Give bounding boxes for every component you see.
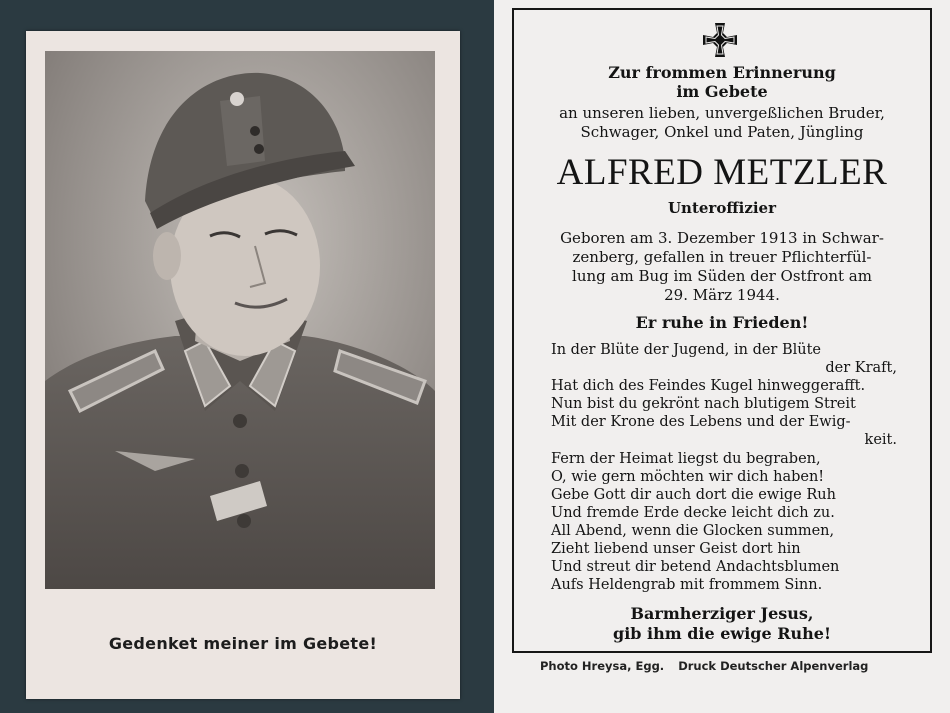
heading-line-2: im Gebete: [676, 82, 768, 101]
poem-line: Und fremde Erde decke leicht dich zu.: [551, 505, 835, 521]
poem-line: O, wie gern möchten wir dich haben!: [551, 469, 825, 485]
poem-line: Aufs Heldengrab mit frommem Sinn.: [551, 577, 823, 593]
closing-line-1: Barmherziger Jesus,: [630, 604, 814, 623]
poem-line: Mit der Krone des Lebens und der Ewig-: [551, 414, 851, 430]
poem-line: der Kraft,: [825, 360, 897, 376]
poem-line: In der Blüte der Jugend, in der Blüte: [551, 342, 822, 358]
heading-line-1: Zur frommen Erinnerung: [608, 63, 836, 82]
poem-line: keit.: [864, 432, 897, 448]
soldier-portrait-photo: [45, 51, 435, 589]
life-line: 29. März 1944.: [664, 286, 780, 304]
life-line: zenberg, gefallen in treuer Pflichterfül-: [572, 248, 872, 266]
poem-line: All Abend, wenn die Glocken summen,: [551, 523, 835, 539]
poem-stanza-1: [551, 341, 897, 449]
iron-cross-icon: [702, 22, 738, 58]
poem-stanza-2: [551, 450, 897, 594]
closing-line-2: gib ihm die ewige Ruhe!: [613, 624, 831, 643]
print-credit: [540, 659, 920, 673]
rank: Unteroffizier: [667, 199, 777, 217]
deceased-name: ALFRED METZLER: [556, 152, 888, 193]
heading: [518, 63, 926, 101]
printer-credit: Druck Deutscher Alpenverlag: [678, 659, 869, 673]
intro-line-1: an unseren lieben, unvergeßlichen Bruder,: [559, 104, 885, 122]
prayer-caption: Gedenket meiner im Gebete!: [108, 634, 378, 653]
intro-line-2: Schwager, Onkel und Paten, Jüngling: [580, 123, 864, 141]
intro: [518, 104, 926, 142]
poem-line: Gebe Gott dir auch dort die ewige Ruh: [551, 487, 836, 503]
life-details: [518, 229, 926, 305]
rest-in-peace: Er ruhe in Frieden!: [635, 313, 809, 332]
poem-line: Nun bist du gekrönt nach blutigem Streit: [551, 396, 856, 412]
poem-line: Hat dich des Feindes Kugel hinweggerafft.: [551, 378, 866, 394]
photo-credit: Photo Hreysa, Egg.: [540, 659, 665, 673]
poem-line: Und streut dir betend Andachtsblumen: [551, 559, 840, 575]
poem-line: Fern der Heimat liegst du begraben,: [551, 451, 821, 467]
life-line: Geboren am 3. Dezember 1913 in Schwar-: [560, 229, 884, 247]
closing-prayer: [518, 604, 926, 644]
poem-line: Zieht liebend unser Geist dort hin: [551, 541, 801, 557]
life-line: lung am Bug im Süden der Ostfront am: [572, 267, 872, 285]
